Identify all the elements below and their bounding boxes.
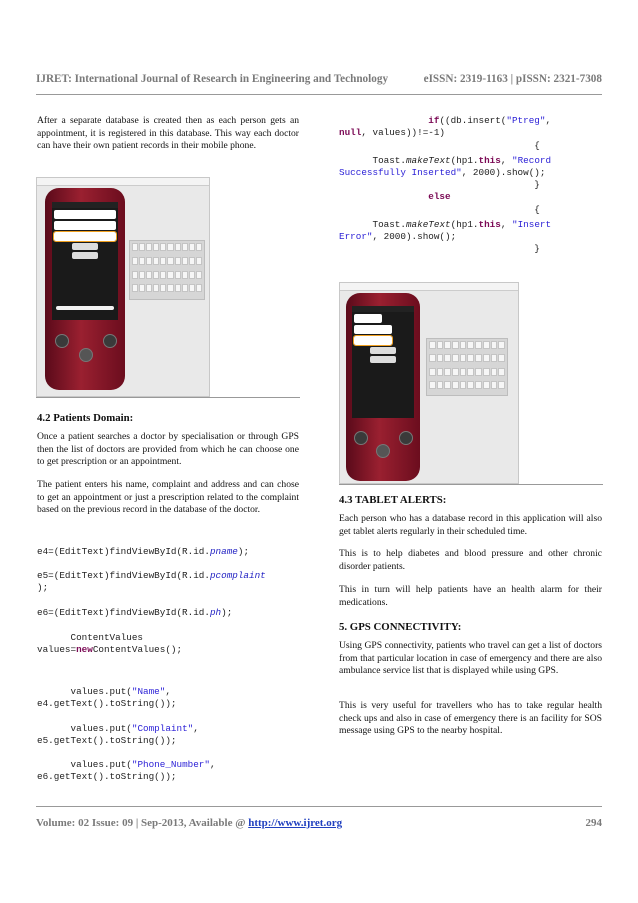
keyboard-key[interactable] <box>182 257 188 265</box>
keyboard-key[interactable] <box>483 381 490 389</box>
keyboard-key[interactable] <box>160 271 166 279</box>
dpad[interactable] <box>376 444 390 458</box>
name-input[interactable] <box>354 314 382 323</box>
code-line: else <box>428 191 451 203</box>
footer-volume-info <box>36 817 342 829</box>
keyboard-key[interactable] <box>146 243 152 251</box>
keyboard-key[interactable] <box>160 243 166 251</box>
keyboard-key[interactable] <box>437 341 444 349</box>
keyboard-key[interactable] <box>483 368 490 376</box>
code-line: } <box>534 179 540 191</box>
keyboard-key[interactable] <box>498 368 505 376</box>
keyboard-key[interactable] <box>146 284 152 292</box>
tablet-alerts-paragraph-3: This in turn will help patients have an health alarm for their medications. <box>339 584 602 608</box>
keyboard-key[interactable] <box>132 271 138 279</box>
header-rule <box>36 94 602 95</box>
code-line: values.put("Complaint", e5.getText().toString()); <box>37 722 199 746</box>
cancel-button[interactable] <box>370 356 396 363</box>
keyboard-key[interactable] <box>467 354 474 362</box>
keyboard-key[interactable] <box>491 341 498 349</box>
issn-line: eISSN: 2319-1163 | pISSN: 2321-7308 <box>423 73 602 85</box>
keyboard-key[interactable] <box>444 381 451 389</box>
window-titlebar <box>37 178 209 186</box>
code-line: { <box>534 140 540 152</box>
section-heading-5: 5. GPS CONNECTIVITY: <box>339 621 462 633</box>
keyboard-key[interactable] <box>196 243 202 251</box>
keyboard-key[interactable] <box>132 243 138 251</box>
section-heading-4-3: 4.3 TABLET ALERTS: <box>339 494 447 506</box>
name-input[interactable] <box>54 210 116 219</box>
keyboard-key[interactable] <box>175 243 181 251</box>
keyboard-key[interactable] <box>491 381 498 389</box>
keyboard-key[interactable] <box>175 284 181 292</box>
window-titlebar <box>340 283 518 291</box>
code-line: { <box>534 204 540 216</box>
journal-title: IJRET: International Journal of Research in Engineering and Technology <box>36 73 389 85</box>
keyboard-key[interactable] <box>437 381 444 389</box>
keyboard-key[interactable] <box>437 368 444 376</box>
end-call-button[interactable] <box>103 334 117 348</box>
keyboard-key[interactable] <box>153 271 159 279</box>
keyboard-panel <box>426 338 508 396</box>
keyboard-key[interactable] <box>139 271 145 279</box>
keyboard-key[interactable] <box>429 341 436 349</box>
keyboard-key[interactable] <box>139 284 145 292</box>
keyboard-key[interactable] <box>196 271 202 279</box>
keyboard-key[interactable] <box>498 341 505 349</box>
toast-message <box>56 306 114 310</box>
running-header <box>36 73 602 85</box>
keyboard-key[interactable] <box>460 354 467 362</box>
tablet-alerts-paragraph-1: Each person who has a database record in this application will also get tablet alerts regularly in their scheduled time. <box>339 513 602 537</box>
patients-domain-paragraph-2: The patient enters his name, complaint and address and can chose to get an appointment or just a prescription related to the complaint based on the previous record in the database of the doctor. <box>37 479 299 516</box>
keyboard-key[interactable] <box>189 284 195 292</box>
call-button[interactable] <box>55 334 69 348</box>
footer-prefix: Volume: 02 Issue: 09 | Sep-2013, Available @ <box>36 817 249 829</box>
keyboard-key[interactable] <box>175 271 181 279</box>
keyboard-key[interactable] <box>475 381 482 389</box>
patients-domain-paragraph-1: Once a patient searches a doctor by specialisation or through GPS then the list of doctors are provided from which he can choose one to get prescription or an appointment. <box>37 431 299 468</box>
keyboard-key[interactable] <box>132 284 138 292</box>
keyboard-key[interactable] <box>452 341 459 349</box>
code-listing-right <box>339 115 603 255</box>
keyboard-key[interactable] <box>153 257 159 265</box>
keyboard-key[interactable] <box>189 257 195 265</box>
keyboard-key[interactable] <box>189 243 195 251</box>
keyboard-key[interactable] <box>467 381 474 389</box>
phone-body <box>346 293 420 481</box>
submit-button[interactable] <box>72 243 98 250</box>
keyboard-key[interactable] <box>498 381 505 389</box>
code-line: e5=(EditText)findViewById(R.id.pcomplaint ); <box>37 570 266 594</box>
keyboard-key[interactable] <box>175 257 181 265</box>
keyboard-key[interactable] <box>460 381 467 389</box>
keyboard-key[interactable] <box>167 243 173 251</box>
section-heading-4-2: 4.2 Patients Domain: <box>37 412 134 424</box>
code-line: Toast.makeText(hp1.this, "Insert Error", 2000).show(); <box>339 218 552 242</box>
keyboard-key[interactable] <box>483 354 490 362</box>
code-line: values.put("Name", e4.getText().toString()); <box>37 686 177 710</box>
keyboard-key[interactable] <box>182 271 188 279</box>
status-bar <box>52 202 118 208</box>
running-footer <box>36 817 602 829</box>
keyboard-key[interactable] <box>460 368 467 376</box>
page-number: 294 <box>585 817 602 829</box>
complaint-input[interactable] <box>54 221 116 230</box>
gps-paragraph-1: Using GPS connectivity, patients who travel can get a list of doctors from that particular location in case of emergency and there are also ambulance service list that is displayed while using GPS. <box>339 640 602 677</box>
keyboard-key[interactable] <box>475 368 482 376</box>
keyboard-key[interactable] <box>146 271 152 279</box>
code-listing-left <box>37 546 301 783</box>
footer-rule <box>36 806 602 807</box>
keyboard-key[interactable] <box>182 243 188 251</box>
end-call-button[interactable] <box>399 431 413 445</box>
dpad[interactable] <box>79 348 93 362</box>
code-line: e6=(EditText)findViewById(R.id.ph); <box>37 606 233 618</box>
keyboard-key[interactable] <box>452 368 459 376</box>
code-line: ContentValues values=newContentValues(); <box>37 631 183 656</box>
phone-input[interactable] <box>354 336 392 345</box>
keyboard-key[interactable] <box>467 341 474 349</box>
keyboard-key[interactable] <box>167 257 173 265</box>
emulator-screenshot-1 <box>36 177 210 397</box>
keyboard-key[interactable] <box>139 243 145 251</box>
code-line: values.put("Phone_Number", e6.getText().toString()); <box>37 759 216 783</box>
keyboard-key[interactable] <box>196 284 202 292</box>
keyboard-key[interactable] <box>167 284 173 292</box>
keyboard-key[interactable] <box>153 243 159 251</box>
phone-body <box>45 188 125 390</box>
figure-rule-left <box>36 397 300 398</box>
keyboard-key[interactable] <box>437 354 444 362</box>
keyboard-key[interactable] <box>498 354 505 362</box>
status-bar <box>352 306 414 312</box>
keyboard-key[interactable] <box>491 354 498 362</box>
keyboard-key[interactable] <box>444 354 451 362</box>
figure-rule-right <box>339 484 603 485</box>
keyboard-key[interactable] <box>452 381 459 389</box>
keyboard-panel <box>129 240 205 300</box>
keyboard-key[interactable] <box>444 368 451 376</box>
keyboard-key[interactable] <box>475 354 482 362</box>
keyboard-key[interactable] <box>160 284 166 292</box>
phone-screen <box>52 202 118 320</box>
keyboard-key[interactable] <box>429 368 436 376</box>
intro-paragraph: After a separate database is created then as each person gets an appointment, it is registered in this database. This way each doctor can have their own patient records in their mobile phone. <box>37 115 299 152</box>
keyboard-key[interactable] <box>467 368 474 376</box>
keyboard-key[interactable] <box>460 341 467 349</box>
keyboard-key[interactable] <box>444 341 451 349</box>
emulator-screenshot-2 <box>339 282 519 484</box>
keyboard-key[interactable] <box>429 381 436 389</box>
gps-paragraph-2: This is very useful for travellers who has to take regular health check ups and also in case of emergency there is an facility for SOS message using GPS to the nearby hospital. <box>339 700 602 737</box>
keyboard-key[interactable] <box>182 284 188 292</box>
submit-button[interactable] <box>370 347 396 354</box>
code-line: e4=(EditText)findViewById(R.id.pname); <box>37 546 250 557</box>
keyboard-key[interactable] <box>452 354 459 362</box>
keyboard-key[interactable] <box>491 368 498 376</box>
keyboard-key[interactable] <box>139 257 145 265</box>
call-button[interactable] <box>354 431 368 445</box>
phone-screen <box>352 306 414 418</box>
journal-link[interactable]: http://www.ijret.org <box>248 817 343 829</box>
code-line: } <box>534 243 540 255</box>
complaint-input[interactable] <box>354 325 392 334</box>
keyboard-key[interactable] <box>153 284 159 292</box>
code-line: if((db.insert("Ptreg", null, values))!=-1) <box>339 115 552 139</box>
keyboard-key[interactable] <box>160 257 166 265</box>
keyboard-key[interactable] <box>189 271 195 279</box>
keyboard-key[interactable] <box>167 271 173 279</box>
phone-input[interactable] <box>54 232 116 241</box>
keyboard-key[interactable] <box>146 257 152 265</box>
keyboard-key[interactable] <box>429 354 436 362</box>
tablet-alerts-paragraph-2: This is to help diabetes and blood pressure and other chronic disorder patients. <box>339 548 602 572</box>
keyboard-key[interactable] <box>475 341 482 349</box>
keyboard-key[interactable] <box>196 257 202 265</box>
cancel-button[interactable] <box>72 252 98 259</box>
keyboard-key[interactable] <box>483 341 490 349</box>
keyboard-key[interactable] <box>132 257 138 265</box>
code-line: Toast.makeText(hp1.this, "Record Successfully Inserted", 2000).show(); <box>339 154 552 178</box>
